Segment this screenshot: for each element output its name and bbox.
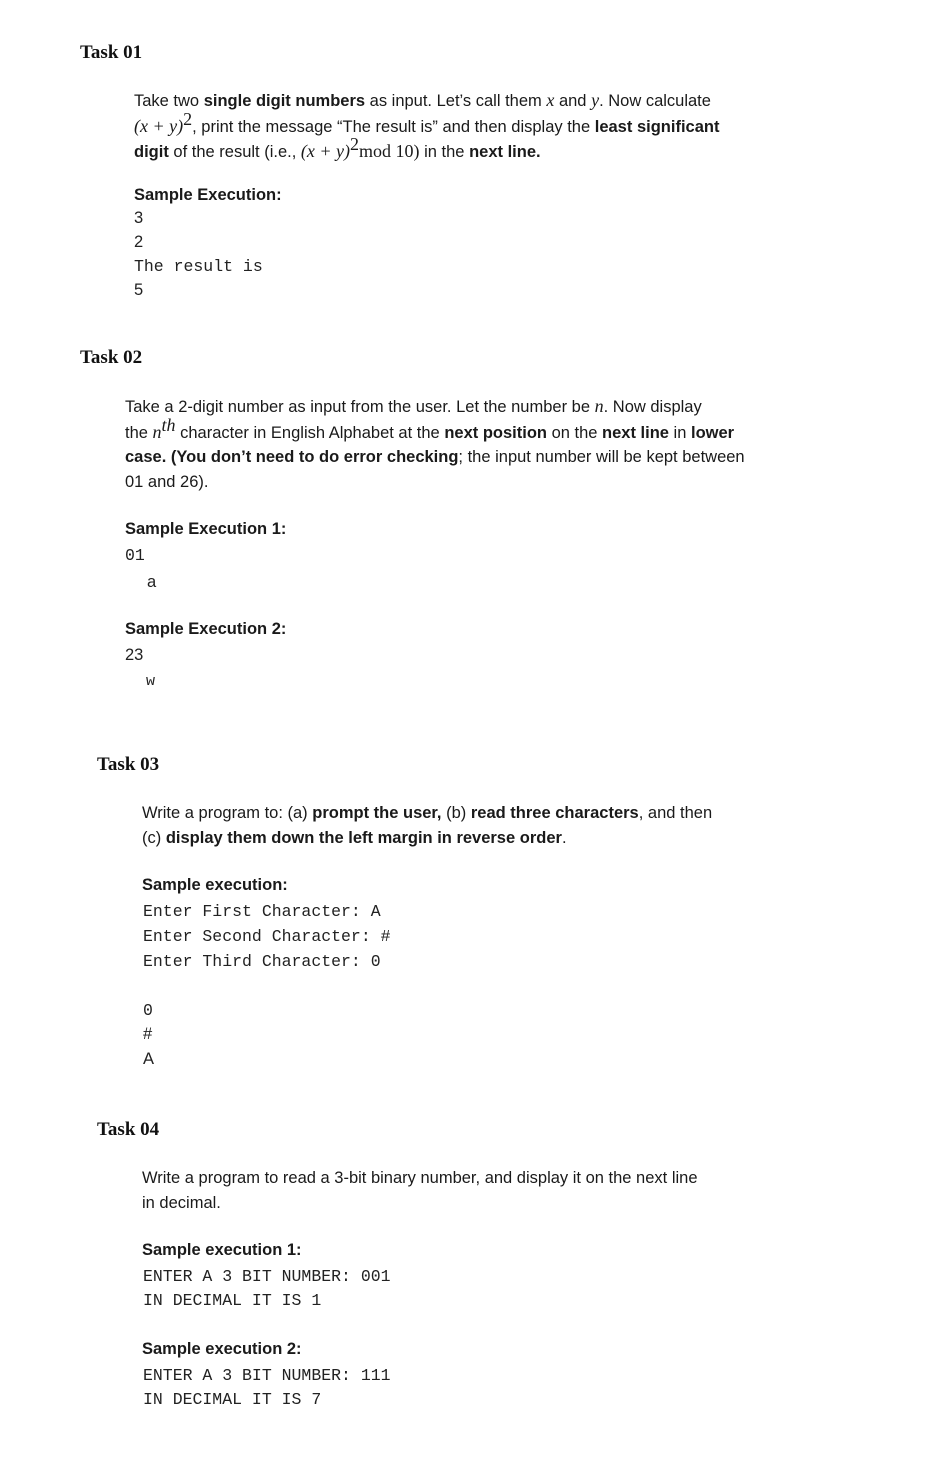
task-03-output-2: # [143, 1025, 153, 1043]
task-02-sample-2-heading: Sample Execution 2: [125, 620, 287, 638]
task-02-sample-2-input: 23 [125, 646, 144, 664]
task-03-prompt-2: Enter Second Character: # [143, 927, 391, 946]
task-02-line-4: 01 and 26). [125, 472, 209, 491]
task-01-heading: Task 01 [80, 42, 143, 63]
task-02-line-3: case. (You don’t need to do error checking; the input number will be kept between [125, 448, 745, 466]
task-01-sample-input-2: 2 [134, 233, 144, 251]
task-03-line-2: (c) display them down the left margin in reverse order. [142, 828, 567, 847]
task-03-description [142, 801, 822, 850]
task-04-sample-2-line-1: ENTER A 3 BIT NUMBER: 111 [143, 1366, 391, 1385]
task-03-line-1: Write a program to: (a) prompt the user, (b) read three characters, and then [142, 804, 713, 822]
task-02-line-1: Take a 2-digit number as input from the user. Let the number be n. Now display [125, 396, 702, 416]
task-04-heading: Task 04 [97, 1119, 160, 1140]
task-03-output-1: 0 [143, 1001, 153, 1020]
task-01-line-3: digit of the result (i.e., $(x + y)^2mod$ 10) in the next line. [134, 134, 541, 161]
task-04-sample-2-heading: Sample execution 2: [142, 1340, 302, 1358]
task-02-description [125, 394, 815, 494]
task-04-description [142, 1166, 822, 1215]
task-04-sample-2-line-2: IN DECIMAL IT IS 7 [143, 1390, 322, 1409]
task-03-sample-heading: Sample execution: [142, 876, 288, 894]
task-04-line-1: Write a program to read a 3-bit binary number, and display it on the next line [142, 1169, 698, 1187]
task-01-sample-message: The result is [134, 257, 263, 276]
task-01-description [134, 88, 814, 165]
task-02-sample-1-output: a [147, 573, 157, 591]
task-03-prompt-3: Enter Third Character: 0 [143, 952, 381, 971]
task-04-line-2: in decimal. [142, 1193, 221, 1212]
task-01-sample-output: 5 [134, 281, 144, 299]
task-02-sample-1-heading: Sample Execution 1: [125, 520, 287, 538]
task-01-sample-heading: Sample Execution: [134, 186, 282, 204]
task-01-sample-input-1: 3 [134, 209, 144, 227]
task-03-prompt-1: Enter First Character: A [143, 902, 381, 921]
task-02-sample-1-input: 01 [125, 546, 145, 565]
task-01-line-2: $(x + y)^2$, print the message “The result is” and then display the least significant [134, 108, 720, 136]
task-04-sample-1-line-1: ENTER A 3 BIT NUMBER: 001 [143, 1267, 391, 1286]
task-03-heading: Task 03 [97, 754, 160, 775]
task-04-sample-1-heading: Sample execution 1: [142, 1241, 302, 1259]
task-02-heading: Task 02 [80, 347, 143, 368]
task-01-line-1: Take two single digit numbers as input. Let’s call them x and y. Now calculate [134, 90, 711, 110]
task-02-sample-2-output: w [146, 673, 156, 690]
task-02-line-2: the $n^{th}$ character in English Alphabet at the next position on the next line in lower [125, 414, 735, 442]
task-04-sample-1-line-2: IN DECIMAL IT IS 1 [143, 1291, 322, 1310]
task-03-output-3: A [143, 1050, 155, 1068]
